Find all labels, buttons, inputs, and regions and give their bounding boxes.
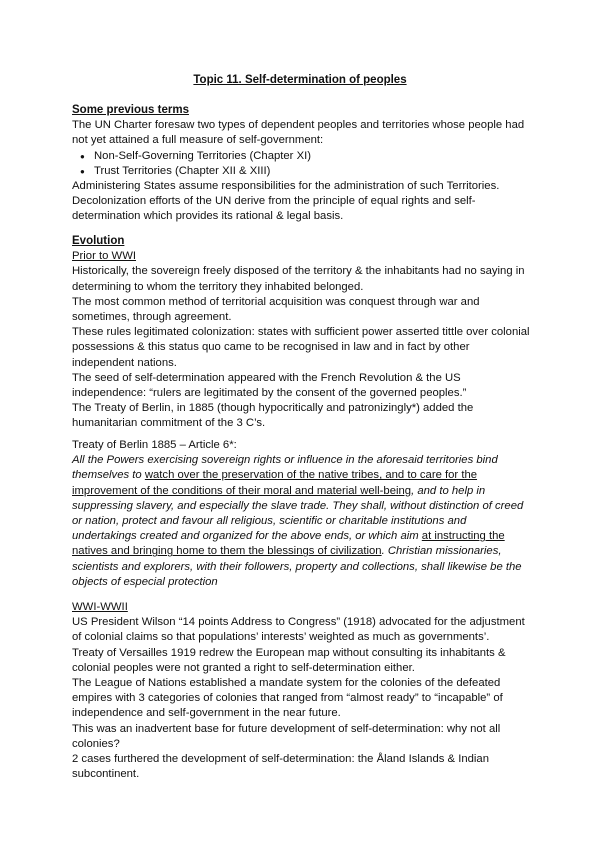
quote-paragraph — [72, 453, 532, 590]
treaty-title: Treaty of Berlin 1885 – Article 6*: — [72, 439, 237, 451]
subsection-heading: Prior to WWI — [72, 250, 137, 263]
paragraph: Administering States assume responsibilities for the administration of such Territories. — [72, 180, 500, 193]
section-evolution — [72, 234, 532, 432]
paragraph: The most common method of territorial acquisition was conquest through war and sometimes, through agreement. — [72, 295, 480, 324]
bullet-list — [72, 149, 532, 179]
list-item: ● Trust Territories (Chapter XII & XIII) — [94, 164, 532, 179]
section-previous-terms — [72, 103, 532, 225]
quote-text: All the Powers exercising sovereign rights or influence in the aforesaid territories bind themselves to — [72, 454, 498, 482]
section-wwi-wwii — [72, 600, 532, 782]
paragraph: US President Wilson “14 points Address to Congress” (1918) advocated for the adjustment of colonial claims so that populations’ interests’ weighted as much as governments’. — [72, 616, 525, 644]
section-heading: Evolution — [72, 235, 125, 247]
quote-underlined-text: at instructing the natives and bringing home to them the blessings of civilization — [72, 530, 505, 558]
list-item: ● Non-Self-Governing Territories (Chapter XI) — [94, 149, 532, 164]
quote-text: . Christian missionaries, scientists and explorers, with their followers, property and collections, shall likewise be the objects of especial protection — [72, 545, 522, 588]
section-treaty-quote — [72, 438, 532, 590]
paragraph: Historically, the sovereign freely disposed of the territory & the inhabitants had no saying in determining to whom the territory they inhabited belonged. — [72, 265, 525, 293]
paragraph: This was an inadvertent base for future development of self-determination: why not all colonies? — [72, 722, 501, 750]
paragraph: Treaty of Versailles 1919 redrew the European map without consulting its inhabitants & colonial peoples were not granted a right to self-determination either. — [72, 646, 506, 674]
quote-underlined-text: watch over the preservation of the native tribes, and to care for the improvement of the conditions of their moral and material well-being — [72, 469, 478, 497]
page-title: Topic 11. Self-determination of peoples — [193, 74, 407, 86]
quote-text: , and to help in suppressing slavery, and especially the slave trade. They shall, without distinction of creed or nation, protect and favour all religious, scientific or charitable institutions and undertakings created and organized for the above ends, or which aim — [72, 484, 524, 543]
paragraph: These rules legitimated colonization: states with sufficient power asserted tittle over colonial possessions & this status quo came to be recognised in law and in fact by other independent nations. — [72, 326, 530, 369]
paragraph: The Treaty of Berlin, in 1885 (though hypocritically and patronizingly*) added the humanitarian commitment of the 3 C’s. — [72, 402, 474, 430]
paragraph: Decolonization efforts of the UN derive from the principle of equal rights and self-determination which provides its rational & legal basis. — [72, 195, 476, 223]
paragraph: The UN Charter foresaw two types of dependent peoples and territories whose people had not yet attained a full measure of self-government: — [72, 119, 525, 147]
paragraph: The League of Nations established a mandate system for the colonies of the defeated empires with 3 categories of colonies that ranged from “almost ready” to “incapable” of independence and self-government in the near future. — [72, 677, 503, 720]
paragraph: 2 cases furthered the development of self-determination: the Åland Islands & Indian subcontinent. — [72, 753, 489, 781]
subsection-heading: WWI-WWII — [72, 601, 128, 613]
paragraph: The seed of self-determination appeared with the French Revolution & the US independence: “rulers are legitimated by the consent of the governed peoples.” — [72, 371, 467, 400]
section-heading: Some previous terms — [72, 104, 189, 116]
